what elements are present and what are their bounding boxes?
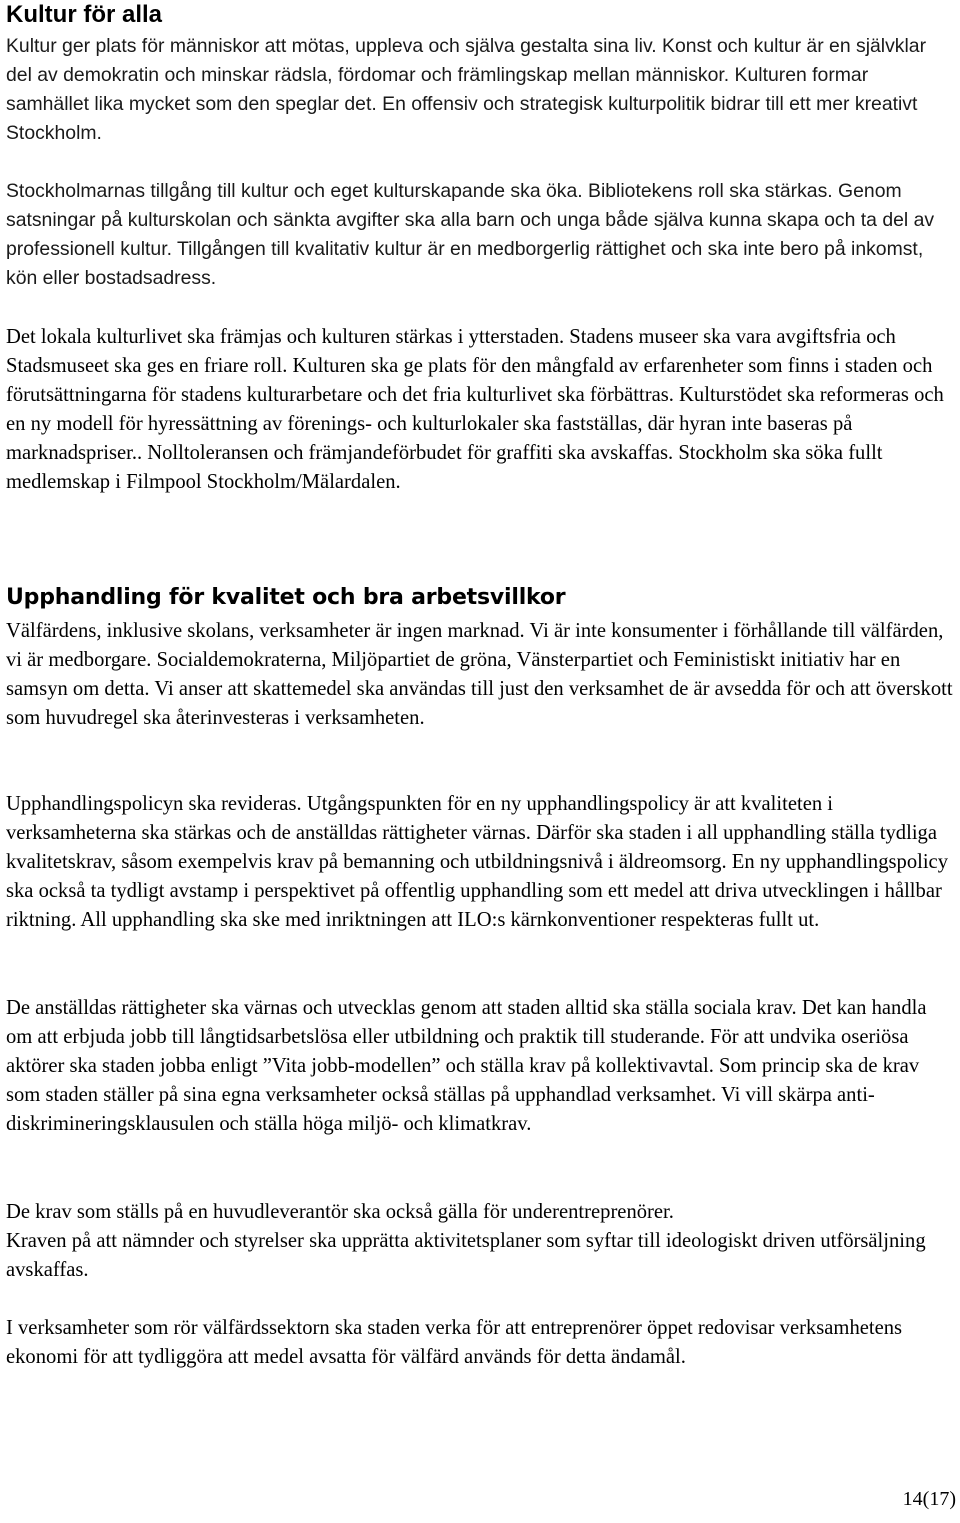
paragraph-kultur-tillgang: Stockholmarnas tillgång till kultur och eget kulturskapande ska öka. Bibliotekens roll ska stärkas. Genom satsningar på kulturskolan och sänkta avgifter ska alla barn och unga både själva kunna skapa och ta del av professionell kultur. Tillgången till kvalitativ kultur är en medborgerlig rättighet och ska inte bero på inkomst, kön eller bostadsadress. bbox=[6, 180, 935, 289]
paragraph-upphandling-policy: Upphandlingspolicyn ska revideras. Utgångspunkten för en ny upphandlingspolicy är att kvaliteten i verksamheterna ska stärkas och de anställdas rättigheter värnas. Därför ska staden i all upphandling ställa tydliga kvalitetskrav, såsom exempelvis krav på bemanning och utbildningsnivå i äldreomsorg. En ny upphandlingspolicy ska också ta tydligt avstamp i perspektivet på offentlig upphandling som ett medel att driva utvecklingen i hållbar riktning. All upphandling ska ske med inriktningen att ILO:s kärnkonventioner respekteras fullt ut. bbox=[6, 793, 948, 931]
paragraph-kultur-lokala: Det lokala kulturlivet ska främjas och kulturen stärkas i ytterstaden. Stadens museer ska vara avgiftsfria och Stadsmuseet ska ges en friare roll. Kulturen ska ge plats för den mångfald av erfarenheter som finns i staden och förutsättningarna för stadens kulturarbetare och det fria kulturlivet ska förbättras. Kulturstödet ska reformeras och en ny modell för hyressättning av förenings- och kulturlokaler ska fastställas, där hyran inte baseras på marknadspriser.. Nolltoleransen och främjandeförbudet för graffiti ska avskaffas. Stockholm ska söka fullt medlemskap i Filmpool Stockholm/Mälardalen. bbox=[6, 326, 944, 493]
paragraph-upphandling-huvudleverantor: De krav som ställs på en huvudleverantör ska också gälla för underentreprenörer. bbox=[6, 1201, 674, 1223]
section-heading-kultur: Kultur för alla bbox=[6, 1, 163, 28]
page-number: 14(17) bbox=[902, 1488, 956, 1510]
paragraph-upphandling-redovisning: I verksamheter som rör välfärdssektorn ska staden verka för att entreprenörer öppet redovisar verksamhetens ekonomi för att tydliggöra att medel avsatta för välfärd används för detta ändamål. bbox=[6, 1317, 903, 1368]
paragraph-upphandling-anstalldas: De anställdas rättigheter ska värnas och utvecklas genom att staden alltid ska ställa sociala krav. Det kan handla om att erbjuda jobb till långtidsarbetslösa eller utbildning och praktik till studerande. För att undvika oseriösa aktörer ska staden jobba enligt ”Vita jobb-modellen” och ställa krav på kollektivavtal. Som princip ska de krav som staden ställer på sina egna verksamheter också ställas på upphandlad verksamhet. Vi vill skärpa anti-diskrimineringsklausulen och ställa höga miljö- och klimatkrav. bbox=[6, 997, 927, 1135]
paragraph-kultur-intro: Kultur ger plats för människor att mötas, uppleva och själva gestalta sina liv. Konst och kultur är en självklar del av demokratin och minskar rädsla, fördomar och främlingskap mellan människor. Kulturen formar samhället lika mycket som den speglar det. En offensiv och strategisk kulturpolitik bidrar till ett mer kreativt Stockholm. bbox=[6, 35, 927, 144]
paragraph-upphandling-aktivitetsplaner: Kraven på att nämnder och styrelser ska upprätta aktivitetsplaner som syftar till ideologiskt driven utförsäljning avskaffas. bbox=[6, 1230, 926, 1281]
paragraph-upphandling-valfard: Välfärdens, inklusive skolans, verksamheter är ingen marknad. Vi är inte konsumenter i förhållande till välfärden, vi är medborgare. Socialdemokraterna, Miljöpartiet de gröna, Vänsterpartiet och Feministiskt initiativ har en samsyn om detta. Vi anser att skattemedel ska användas till just den verksamhet de är avsedda för och att överskott som huvudregel ska återinvesteras i verksamheten. bbox=[6, 620, 953, 729]
section-heading-upphandling: Upphandling för kvalitet och bra arbetsvillkor bbox=[6, 585, 566, 610]
